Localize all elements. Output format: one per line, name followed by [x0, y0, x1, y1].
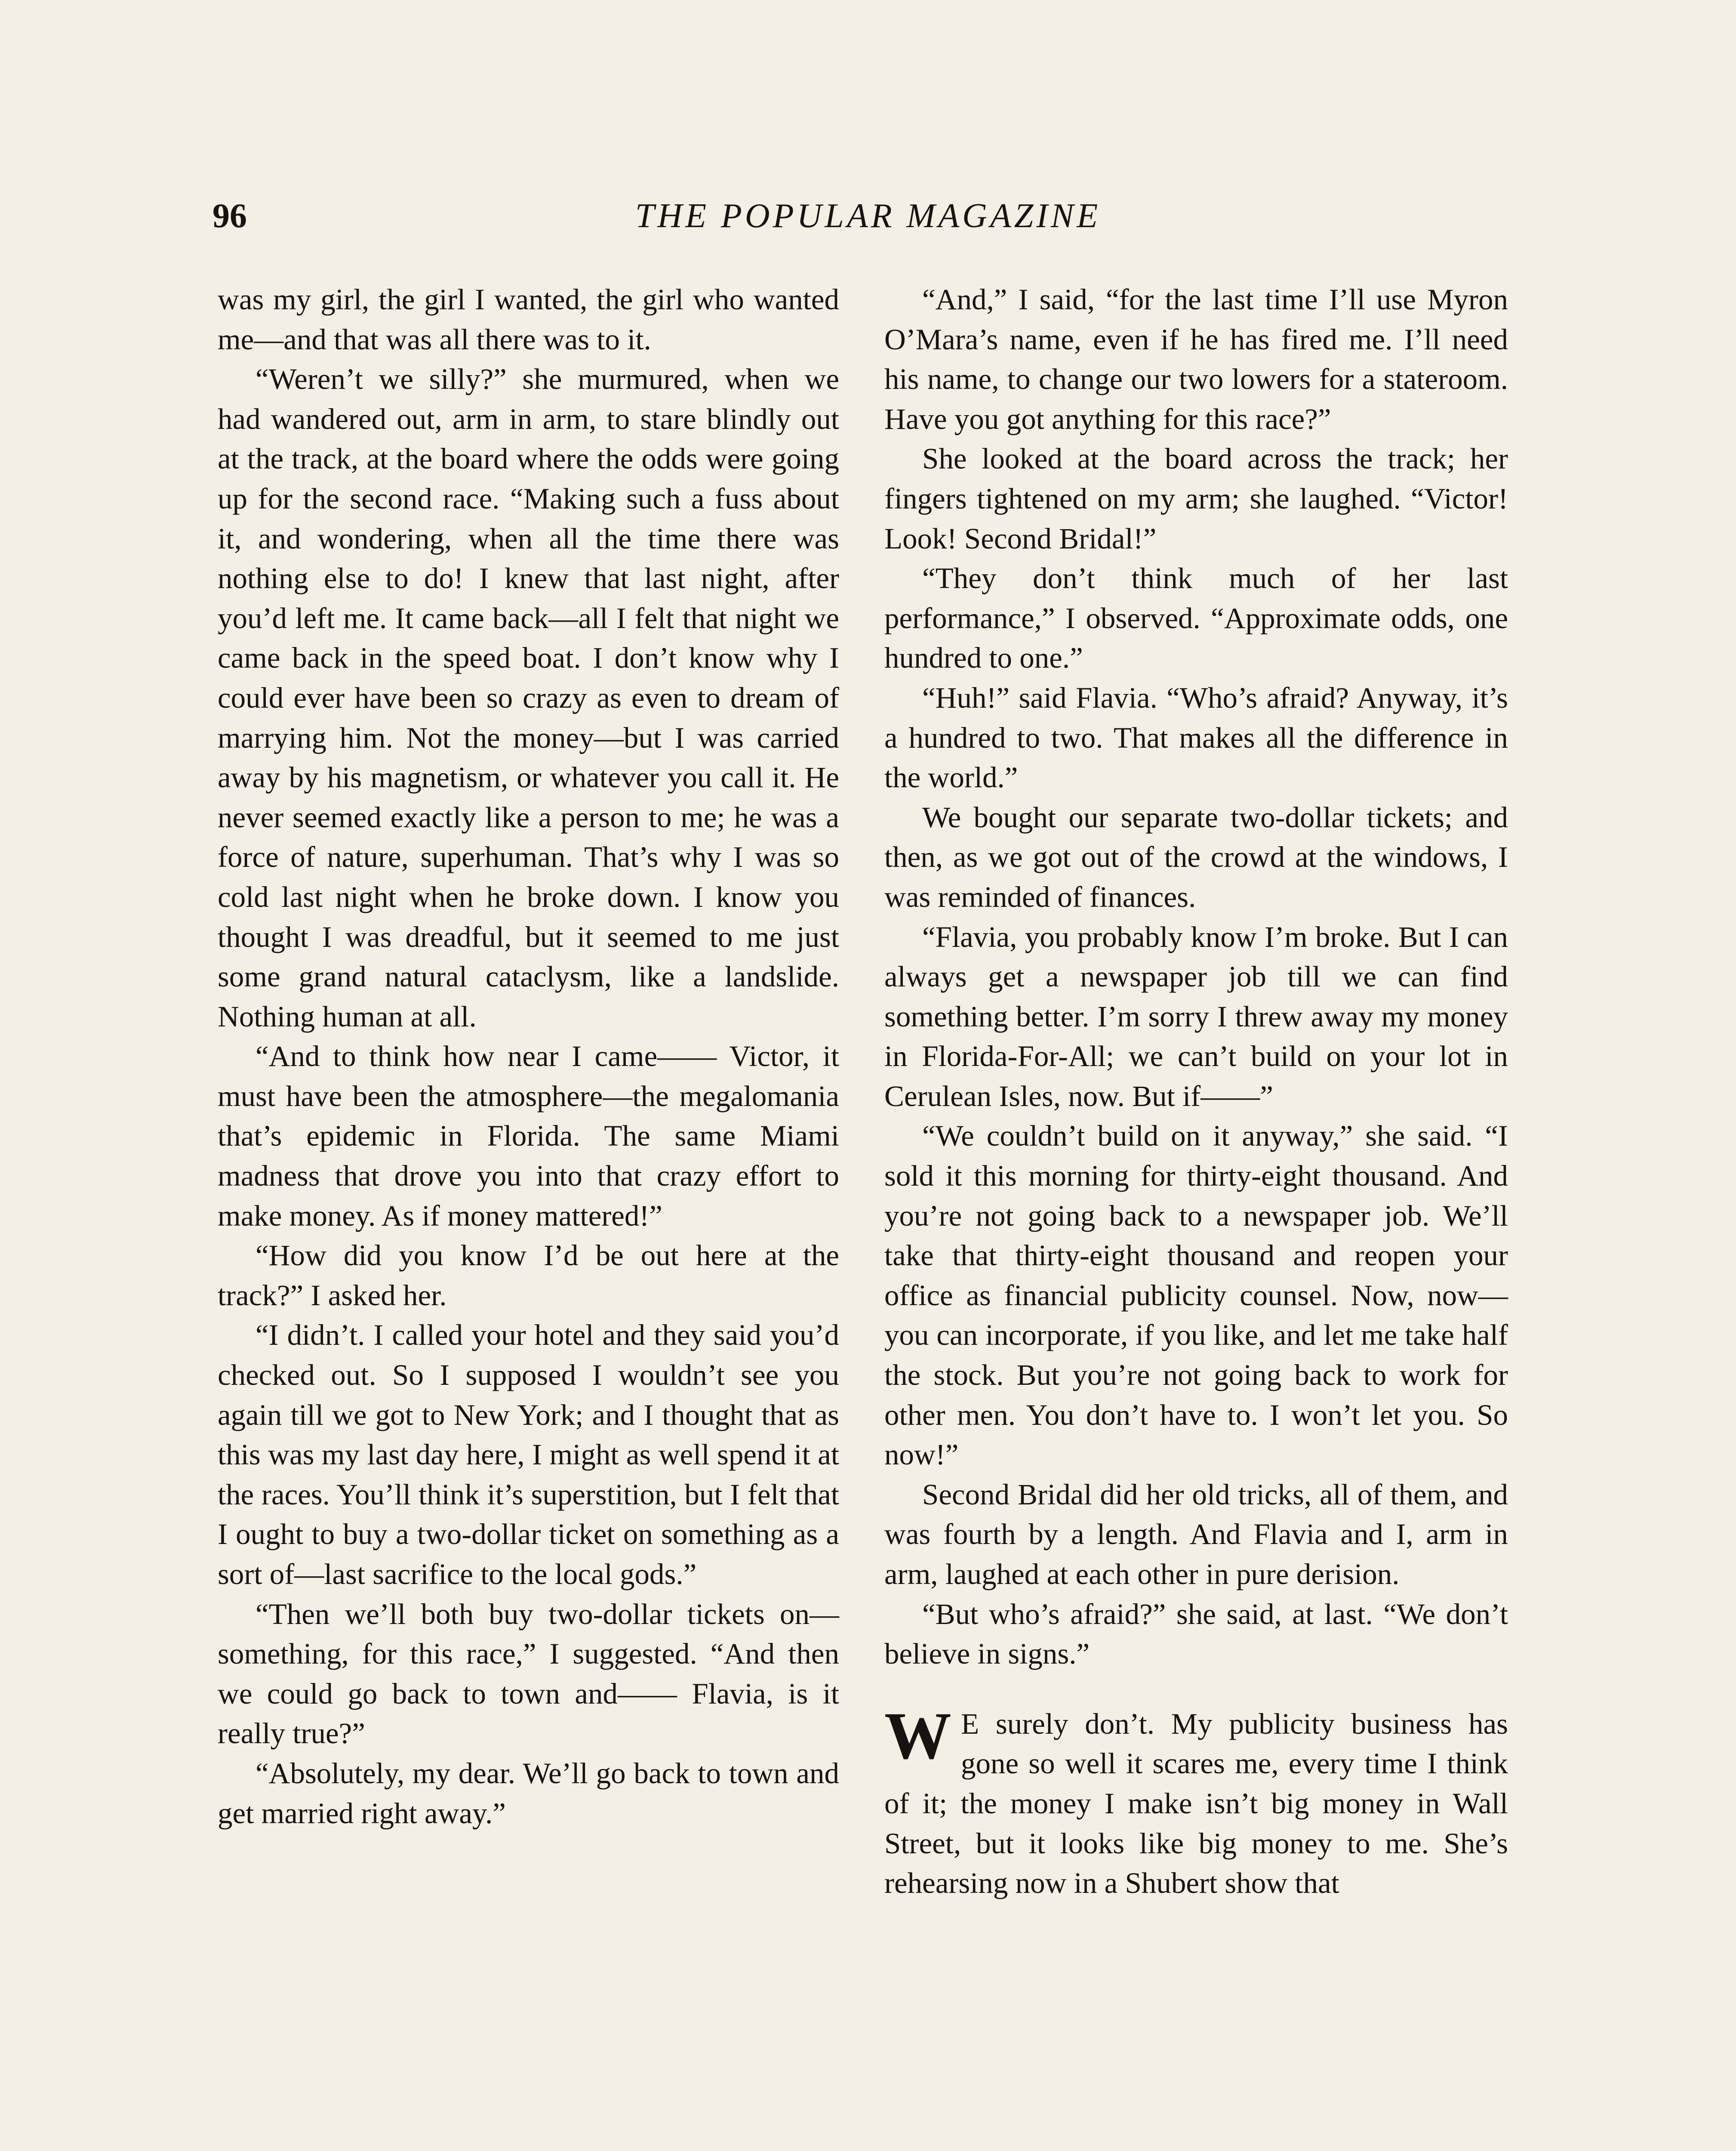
paragraph: Second Bridal did her old tricks, all of them, and was fourth by a length. And Flavia and I, arm in arm, laughed at each other in pure derision. [884, 1478, 1508, 1590]
paragraph: “Absolutely, my dear. We’ll go back to town and get married right away.” [218, 1757, 839, 1830]
paragraph: “But who’s afraid?” she said, at last. “We don’t believe in signs.” [884, 1597, 1508, 1670]
paragraph: “Huh!” said Flavia. “Who’s afraid? Anyway, it’s a hundred to two. That makes all the difference in the world.” [884, 681, 1508, 794]
paragraph: “Weren’t we silly?” she murmured, when we had wandered out, arm in arm, to stare blindly out at the track, at the board where the odds were going up for the second race. “Making such a fuss about it, and wondering, when all the time there was nothing else to do! I knew that last night, after you’d left me. It came back—all I felt that night we came back in the speed boat. I don’t know why I could ever have been so crazy as even to dream of marrying him. Not the money—but I was carried away by his magnetism, or whatever you call it. He never seemed exactly like a person to me; he was a force of nature, superhuman. That’s why I was so cold last night when he broke down. I know you thought I was dreadful, but it seemed to me just some grand natural cataclysm, like a landslide. Nothing human at all. [218, 363, 839, 1033]
final-paragraph-text: E surely don’t. My publicity business has gone so well it scares me, every time I think of it; the money I make isn’t big money in Wall Street, but it looks like big money to me. She’s rehearsing now in a Shubert show that [884, 1707, 1508, 1900]
paragraph: “And,” I said, “for the last time I’ll use Myron O’Mara’s name, even if he has fired me. I’ll need his name, to change our two lowers for a stateroom. Have you got anything for this race?” [884, 283, 1508, 435]
paragraph: “How did you know I’d be out here at the track?” I asked her. [218, 1239, 839, 1312]
paragraph: She looked at the board across the track; her fingers tightened on my arm; she laughed. “Victor! Look! Second Bridal!” [884, 442, 1508, 555]
page-number: 96 [212, 197, 247, 235]
paragraph: “And to think how near I came—— Victor, it must have been the atmosphere—the megalomania that’s epidemic in Florida. The same Miami madness that drove you into that crazy effort to make money. As if money mattered!” [218, 1040, 839, 1232]
paragraph: was my girl, the girl I wanted, the girl who wanted me—and that was all there was to it. [218, 283, 839, 356]
final-paragraph [884, 1698, 1508, 1903]
drop-cap: W [884, 1698, 951, 1773]
paragraph: “They don’t think much of her last performance,” I observed. “Approximate odds, one hundred to one.” [884, 562, 1508, 675]
right-column [884, 280, 1508, 1903]
running-head: THE POPULAR MAGAZINE [635, 197, 1101, 235]
left-column [218, 280, 839, 1833]
paragraph: “I didn’t. I called your hotel and they said you’d checked out. So I supposed I wouldn’t see you again till we got to New York; and I thought that as this was my last day here, I might as well spend it at the races. You’ll think it’s superstition, but I felt that I ought to buy a two-dollar ticket on something as a sort of—last sacrifice to the local gods.” [218, 1319, 839, 1590]
paragraph: “We couldn’t build on it anyway,” she said. “I sold it this morning for thirty-eight thousand. And you’re not going back to a newspaper job. We’ll take that thirty-eight thousand and reopen your office as financial publicity counsel. Now, now—you can incorporate, if you like, and let me take half the stock. But you’re not going back to work for other men. You don’t have to. I won’t let you. So now!” [884, 1119, 1508, 1471]
paragraph: “Flavia, you probably know I’m broke. But I can always get a newspaper job till we can find something better. I’m sorry I threw away my money in Florida-For-All; we can’t build on your lot in Cerulean Isles, now. But if——” [884, 920, 1508, 1112]
paragraph: We bought our separate two-dollar tickets; and then, as we got out of the crowd at the windows, I was reminded of finances. [884, 801, 1508, 913]
paragraph: “Then we’ll both buy two-dollar tickets on—something, for this race,” I suggested. “And then we could go back to town and—— Flavia, is it really true?” [218, 1597, 839, 1750]
